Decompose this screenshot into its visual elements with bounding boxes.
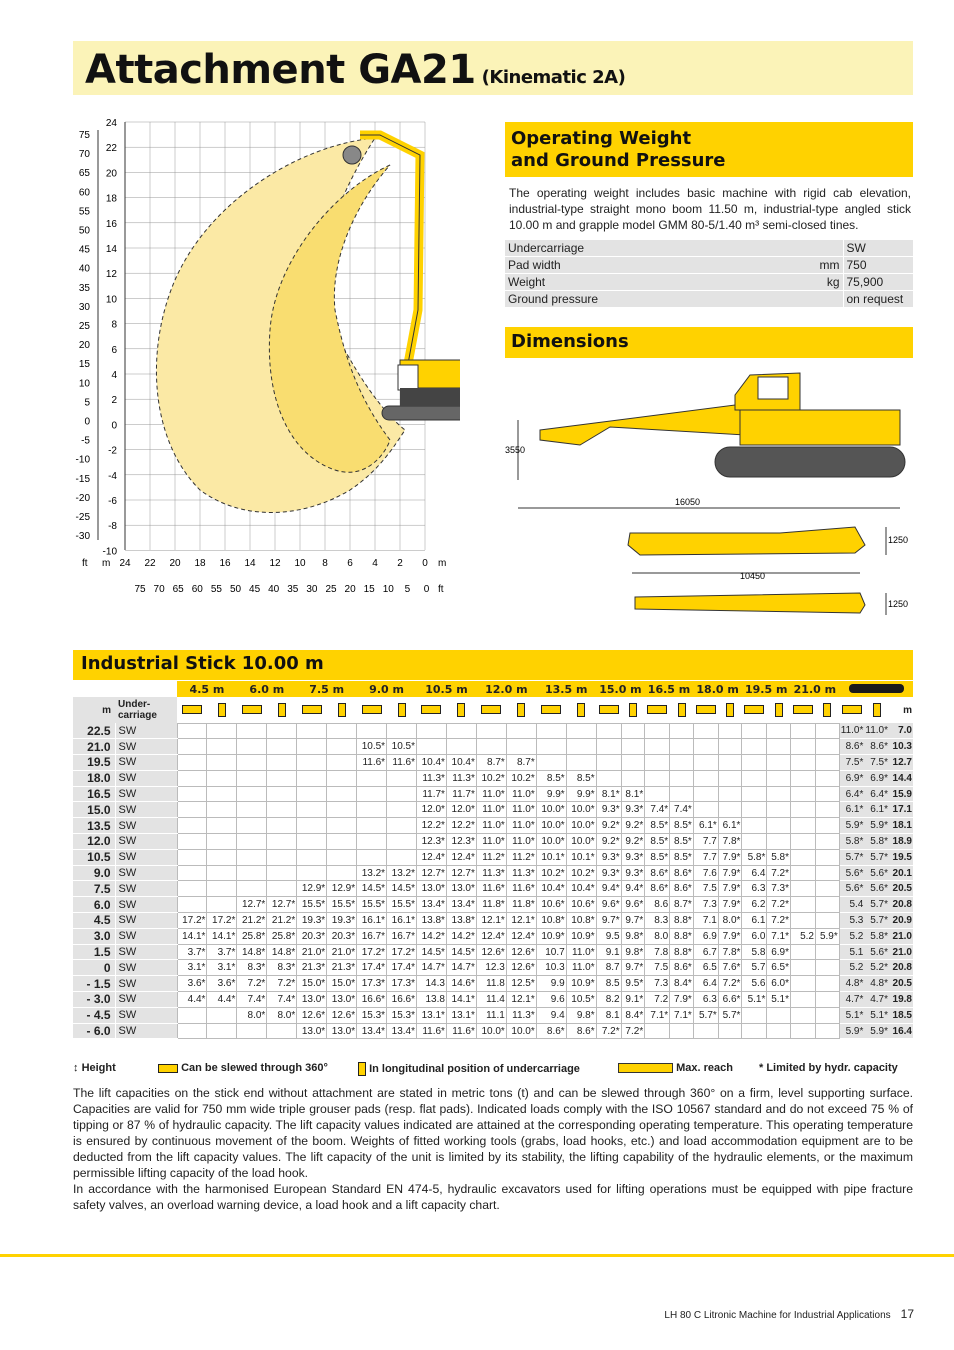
footer: LH 80 C Litronic Machine for Industrial Applications 17 xyxy=(664,1307,914,1321)
radius-header: 6.0 m xyxy=(237,681,297,697)
y-ft-tick: -15 xyxy=(75,473,90,485)
y-ft-tick: 20 xyxy=(78,340,90,352)
lift-row: 0 SW 3.1* 3.1* 8.3* 8.3* 21.3* 21.3* 17.4* 17.4* 14.7* 14.7* 12.3 12.6* 10.3 11.0* 8.7 9.7* 7.5 8.6* 6.5 7.6* 5.7 6.5* 5.2 5.2* 20.8 xyxy=(73,960,913,976)
legend-slew: Can be slewed through 360° xyxy=(158,1062,328,1074)
axis-unit-label: m xyxy=(102,558,111,569)
slew-icon xyxy=(599,705,619,714)
x-ft-tick: 10 xyxy=(382,584,394,595)
x-m-tick: 0 xyxy=(422,558,428,569)
y-ft-tick: 10 xyxy=(78,378,90,390)
page-number: 17 xyxy=(900,1307,914,1321)
y-m-tick: -2 xyxy=(108,445,117,457)
operating-row: Weight kg 75,900 xyxy=(505,274,913,291)
lift-row: 21.0 SW 10.5* 10.5* 8.6* 8.6* 10.3 xyxy=(73,739,913,755)
radius-header: 12.0 m xyxy=(476,681,536,697)
heading-line-1: Operating Weight xyxy=(511,128,692,149)
x-m-tick: 4 xyxy=(372,558,378,569)
y-m-tick: 14 xyxy=(105,244,117,255)
x-m-tick: 8 xyxy=(322,558,328,569)
slew-icon xyxy=(793,705,813,714)
lift-row: 7.5 SW 12.9* 12.9* 14.5* 14.5* 13.0* 13.0* 11.6* 11.6* 10.4* 10.4* 9.4* 9.4* 8.6* 8.6* 7.5 7.9* 6.3 7.3* 5.6* 5.6* 20.5 xyxy=(73,881,913,897)
longitudinal-icon xyxy=(873,703,881,717)
longitudinal-icon xyxy=(775,703,783,717)
note-paragraph-1: The lift capacities on the stick end without attachment are stated in metric tons (t) and can be slewed through 360° on a firm, level supporting surface. Capacities are valid for 750 mm wide triple grouser pads (resp. flat pads). Indicated loads comply with the ISO 10567 standard and do not exceed 75 % of tipping or 87 % of hydraulic capacity. The lift capacity values indicated are attained at the corresponding operating temperature. This operating temperature is ensured by continuous movement of the boom. Weights of fitted working tools (grabs, load hooks, etc.) and load accommodation equipment are to be deducted from the lift capacity values. The lift capacity of the unit is limited by its stability, the lifting capability of the hydraulic elements, or the maximum permissible lifting capacity of the load hook. xyxy=(73,1086,913,1180)
legend xyxy=(73,1060,913,1078)
x-ft-tick: 5 xyxy=(404,584,411,595)
radius-header: 18.0 m xyxy=(693,681,742,697)
y-ft-tick: 35 xyxy=(78,282,90,294)
longitudinal-icon xyxy=(358,1062,366,1076)
legend-limited: * Limited by hydr. capacity xyxy=(759,1062,898,1074)
y-m-tick: -6 xyxy=(108,496,117,507)
lift-row: 10.5 SW 12.4* 12.4* 11.2* 11.2* 10.1* 10.1* 9.3* 9.3* 8.5* 8.5* 7.7 7.9* 5.8* 5.8* 5.7* 5.7* 19.5 xyxy=(73,849,913,865)
slew-icon xyxy=(481,705,501,714)
lift-row: 19.5 SW 11.6* 11.6* 10.4* 10.4* 8.7* 8.7* 7.5* 7.5* 12.7 xyxy=(73,755,913,771)
lift-row: - 1.5 SW 3.6* 3.6* 7.2* 7.2* 15.0* 15.0* 17.3* 17.3* 14.3 14.6* 11.8 12.5* 9.9 10.9* 8.5 9.5* 7.3 8.4* 6.4 7.2* 5.6 6.0* 4.8* 4.8* 20.5 xyxy=(73,976,913,992)
lift-row: 1.5 SW 3.7* 3.7* 14.8* 14.8* 21.0* 21.0* 17.2* 17.2* 14.5* 14.5* 12.6* 12.6* 10.7 11.0* 9.1 9.8* 7.8 8.8* 6.7 7.8* 5.8 6.9* 5.1 5.6* 21.0 xyxy=(73,944,913,960)
lift-row: 9.0 SW 13.2* 13.2* 12.7* 12.7* 11.3* 11.3* 10.2* 10.2* 9.3* 9.3* 8.6* 8.6* 7.6 7.9* 6.4 7.2* 5.6* 5.6* 20.1 xyxy=(73,865,913,881)
slew-icon xyxy=(541,705,561,714)
longitudinal-icon xyxy=(338,703,346,717)
slew-icon xyxy=(302,705,322,714)
y-ft-tick: 55 xyxy=(78,206,90,218)
radius-header: 13.5 m xyxy=(536,681,596,697)
y-ft-tick: 75 xyxy=(78,130,90,141)
operating-row: Pad width mm 750 xyxy=(505,257,913,274)
y-ft-tick: -20 xyxy=(75,492,90,504)
y-m-tick: 10 xyxy=(105,294,117,306)
y-ft-tick: 50 xyxy=(78,225,90,237)
longitudinal-icon xyxy=(457,703,465,717)
y-m-tick: 18 xyxy=(105,193,117,205)
operating-weight-heading xyxy=(505,122,913,177)
x-ft-tick: 55 xyxy=(210,584,222,595)
x-ft-tick: 35 xyxy=(287,584,299,595)
y-m-tick: 6 xyxy=(111,344,117,356)
y-m-tick: 0 xyxy=(111,420,117,432)
x-ft-tick: 70 xyxy=(153,584,165,595)
radius-header: 7.5 m xyxy=(297,681,357,697)
dimensions-drawing xyxy=(500,365,915,625)
x-m-tick: 24 xyxy=(119,558,131,569)
slew-icon xyxy=(242,705,262,714)
operating-table xyxy=(505,240,913,308)
lift-notes xyxy=(73,1085,913,1213)
x-ft-tick: 45 xyxy=(249,584,261,595)
y-ft-tick: 0 xyxy=(84,416,90,428)
y-m-tick: -4 xyxy=(108,470,117,482)
axis-unit-label: ft xyxy=(82,558,88,569)
max-reach-icon xyxy=(849,684,904,693)
reach-diagram xyxy=(60,110,460,600)
page-title: Attachment GA21 (Kinematic 2A) xyxy=(85,47,626,93)
x-ft-tick: 40 xyxy=(268,584,280,595)
x-ft-tick: 30 xyxy=(306,584,318,595)
y-m-tick: 4 xyxy=(111,370,117,381)
y-ft-tick: 70 xyxy=(78,149,90,161)
radius-header: 21.0 m xyxy=(791,681,840,697)
x-ft-tick: 65 xyxy=(172,584,184,595)
longitudinal-icon xyxy=(517,703,525,717)
slew-icon xyxy=(158,1064,178,1073)
x-m-tick: 12 xyxy=(269,558,281,569)
x-ft-tick: 15 xyxy=(363,584,375,595)
longitudinal-icon xyxy=(678,703,686,717)
lift-row: 18.0 SW 11.3* 11.3* 10.2* 10.2* 8.5* 8.5* 6.9* 6.9* 14.4 xyxy=(73,770,913,786)
lift-row: 6.0 SW 12.7* 12.7* 15.5* 15.5* 15.5* 15.5* 13.4* 13.4* 11.8* 11.8* 10.6* 10.6* 9.6* 9.6* 8.6 8.7* 7.3 7.9* 6.2 7.2* 5.4 5.7* 20.8 xyxy=(73,897,913,913)
radius-header: 9.0 m xyxy=(357,681,417,697)
y-ft-tick: 15 xyxy=(78,359,90,371)
y-m-tick: 22 xyxy=(105,143,117,155)
y-m-tick: 12 xyxy=(105,269,117,281)
slew-icon xyxy=(744,705,764,714)
max-reach-header xyxy=(839,681,913,697)
x-m-tick: 2 xyxy=(397,558,403,569)
page-subtitle: (Kinematic 2A) xyxy=(481,67,626,88)
dim-stick-width: 1250 xyxy=(888,599,909,609)
y-m-tick: -10 xyxy=(102,546,117,558)
longitudinal-icon xyxy=(278,703,286,717)
lift-row: - 6.0 SW 13.0* 13.0* 13.4* 13.4* 11.6* 11.6* 10.0* 10.0* 8.6* 8.6* 7.2* 7.2* 5.9* 5.9* 16.4 xyxy=(73,1023,913,1039)
slew-icon xyxy=(421,705,441,714)
y-ft-tick: 30 xyxy=(78,301,90,313)
x-ft-tick: 25 xyxy=(325,584,337,595)
dim-height: 3550 xyxy=(505,445,526,455)
y-m-tick: 24 xyxy=(105,118,117,129)
lift-row: 12.0 SW 12.3* 12.3* 11.0* 11.0* 10.0* 10.0* 9.2* 9.2* 8.5* 8.5* 7.7 7.8* 5.8* 5.8* 18.9 xyxy=(73,834,913,850)
y-ft-tick: 65 xyxy=(78,168,90,180)
footer-rule xyxy=(0,1254,954,1257)
x-ft-tick: 20 xyxy=(344,584,356,595)
longitudinal-icon xyxy=(218,703,226,717)
longitudinal-icon xyxy=(823,703,831,717)
legend-height: ↕ Height xyxy=(73,1062,116,1074)
y-m-tick: 2 xyxy=(111,395,117,407)
radius-header: 15.0 m xyxy=(596,681,645,697)
radius-header: 4.5 m xyxy=(177,681,237,697)
lift-row: - 3.0 SW 4.4* 4.4* 7.4* 7.4* 13.0* 13.0* 16.6* 16.6* 13.8 14.1* 11.4 12.1* 9.6 10.5* 8.2 9.1* 7.2 7.9* 6.3 6.6* 5.1* 5.1* 4.7* 4.7* 19.8 xyxy=(73,992,913,1008)
x-m-tick: 10 xyxy=(294,558,306,569)
y-ft-tick: -30 xyxy=(75,531,90,543)
title-bar xyxy=(73,41,913,95)
lift-row: 22.5 SW 11.0* 11.0* 7.0 xyxy=(73,723,913,739)
x-ft-tick: 0 xyxy=(423,584,430,595)
y-ft-tick: 45 xyxy=(78,244,90,256)
y-ft-tick: 25 xyxy=(78,321,90,332)
radius-header: 16.5 m xyxy=(645,681,694,697)
x-m-tick: 6 xyxy=(347,558,353,569)
dimensions-heading: Dimensions xyxy=(505,327,913,358)
lift-row: 16.5 SW 11.7* 11.7* 11.0* 11.0* 9.9* 9.9* 8.1* 8.1* 6.4* 6.4* 15.9 xyxy=(73,786,913,802)
lift-row: 3.0 SW 14.1* 14.1* 25.8* 25.8* 20.3* 20.3* 16.7* 16.7* 14.2* 14.2* 12.4* 12.4* 10.9* 10.9* 9.5 9.8* 8.0 8.8* 6.9 7.9* 6.0 7.1* 5.2 5.9* 5.2 5.8* 21.0 xyxy=(73,928,913,944)
max-reach-icon xyxy=(618,1063,673,1073)
lift-row: 15.0 SW 12.0* 12.0* 11.0* 11.0* 10.0* 10.0* 9.3* 9.3* 7.4* 7.4* 6.1* 6.1* 17.1 xyxy=(73,802,913,818)
note-paragraph-2: In accordance with the harmonised European Standard EN 474-5, hydraulic excavators used for lifting operations must be equipped with pipe fracture safety valves, an overload warning device, a load hook and a lift capacity chart. xyxy=(73,1182,913,1212)
operating-description: The operating weight includes basic machine with rigid cab elevation, industrial-type straight mono boom 11.50 m, industrial-type angled stick 10.00 m and grapple model GMM 80-5/1.40 m³ semi-closed tines. xyxy=(509,186,911,232)
slew-icon xyxy=(362,705,382,714)
slew-icon xyxy=(182,705,202,714)
x-m-tick: 20 xyxy=(169,558,181,569)
radius-header: 10.5 m xyxy=(417,681,477,697)
longitudinal-icon xyxy=(577,703,585,717)
axis-unit-label: m xyxy=(438,558,447,569)
x-m-tick: 16 xyxy=(219,558,231,569)
y-ft-tick: -25 xyxy=(75,512,90,523)
lift-capacity-table: 4.5 m 6.0 m 7.5 m 9.0 m 10.5 m 12.0 m 13.5 m 15.0 m 16.5 m 18.0 m 19.5 m 21.0 m m Under-carriage m 22.5 SW 11.0* 11.0* 7.0 21.0 SW 10.5* 10.5* 8.6* 8.6* 10.3 19.5 SW 11.6* 11.6* 10.4* 10.4* 8.7* 8.7* 7.5* 7.5* 12.7 18.0 SW 11.3* 11.3* 10.2* 10.2* 8.5* 8.5* 6.9* 6.9* 14.4 16.5 SW 11.7* 11.7* 11.0* 11.0* 9.9* 9.9* 8.1* 8.1* 6.4* 6.4* 15.9 15.0 SW 12.0* 12.0* 11.0* 11.0* 10.0* 10.0* 9.3* 9.3* 7.4* 7.4* 6.1* 6.1* 17.1 13.5 SW 12.2* 12.2* 11.0* 11.0* 10.0* 10.0* 9.2* 9.2* 8.5* 8.5* 6.1* 6.1* 5.9* 5.9* 18.1 12.0 SW 12.3* 12.3* 11.0* 11.0* 10.0* 10.0* 9.2* 9.2* 8.5* 8.5* 7.7 7.8* 5.8* 5.8* 18.9 10.5 SW 12.4* 12.4* 11.2* 11.2* 10.1* 10.1* 9.3* 9.3* 8.5* 8.5* 7.7 7.9* 5.8* 5.8* 5.7* 5.7* 19.5 9.0 SW 13.2* 13.2* 12.7* 12.7* 11.3* 11.3* 10.2* 10.2* 9.3* 9.3* 8.6* 8.6* 7.6 7.9* 6.4 7.2* 5.6* 5.6* 20.1 7.5 SW 12.9* 12.9* 14.5* 14.5* 13.0* 13.0* 11.6* 11.6* 10.4* 10.4* 9.4* 9.4* 8.6* 8.6* 7.5 7.9* 6.3 7.3* 5.6* 5.6* 20.5 6.0 SW 12.7* 12.7* 15.5* 15.5* 15.5* 15.5* 13.4* 13.4* 11.8* 11.8* 10.6* 10.6* 9.6* 9.6* 8.6 8.7* 7.3 7.9* 6.2 7.2* 5.4 5.7* 20.8 4.5 SW 17.2* 17.2* 21.2* 21.2* 19.3* 19.3* 16.1* 16.1* 13.8* 13.8* 12.1* 12.1* 10.8* 10.8* 9.7* 9.7* 8.3 8.8* 7.1 8.0* 6.1 7.2* 5.3 5.7* 20.9 3.0 SW 14.1* 14.1* 25.8* 25.8* 20.3* 20.3* 16.7* 16.7* 14.2* 14.2* 12.4* 12.4* 10.9* 10.9* 9.5 9.8* 8.0 8.8* 6.9 7.9* 6.0 7.1* 5.2 5.9* 5.2 5.8* 21.0 1.5 SW 3.7* 3.7* 14.8* 14.8* 21.0* 21.0* 17.2* 17.2* 14.5* 14.5* 12.6* 12.6* 10.7 11.0* 9.1 9.8* 7.8 8.8* 6.7 7.8* 5.8 6.9* 5.1 5.6* 21.0 0 SW 3.1* 3.1* 8.3* 8.3* 21.3* 21.3* 17.4* 17.4* 14.7* 14.7* 12.3 12.6* 10.3 11.0* 8.7 9.7* 7.5 8.6* 6.5 7.6* 5.7 6.5* 5.2 5.2* 20.8 - 1.5 SW 3.6* 3.6* 7.2* 7.2* 15.0* 15.0* 17.3* 17.3* 14.3 14.6* 11.8 12.5* 9.9 10.9* 8.5 9.5* 7.3 8.4* 6.4 7.2* 5.6 6.0* 4.8* 4.8* 20.5 - 3.0 SW 4.4* 4.4* 7.4* 7.4* 13.0* 13.0* 16.6* 16.6* 13.8 14.1* 11.4 12.1* 9.6 10.5* 8.2 9.1* 7.2 7.9* 6.3 6.6* 5.1* 5.1* 4.7* 4.7* 19.8 - 4.5 SW 8.0* 8.0* 12.6* 12.6* 15.3* 15.3* 13.1* 13.1* 11.1 11.3* 9.4 9.8* 8.1 8.4* 7.1* 7.1* 5.7* 5.7* 5.1* 5.1* 18.5 - 6.0 SW 13.0* 13.0* 13.4* 13.4* 11.6* 11.6* 10.0* 10.0* 8.6* 8.6* 7.2* 7.2* 5.9* 5.9* 16.4 xyxy=(73,681,913,1039)
x-m-tick: 18 xyxy=(194,558,206,569)
dim-stick-height: 1250 xyxy=(888,535,909,545)
longitudinal-icon xyxy=(726,703,734,717)
radius-header: 19.5 m xyxy=(742,681,791,697)
y-m-tick: 8 xyxy=(111,319,117,331)
y-ft-tick: 60 xyxy=(78,187,90,199)
y-m-tick: 20 xyxy=(105,168,117,180)
operating-row: Undercarriage SW xyxy=(505,240,913,257)
y-ft-tick: -10 xyxy=(75,454,90,466)
axis-unit-label: ft xyxy=(438,584,444,595)
x-m-tick: 22 xyxy=(144,558,156,569)
x-ft-tick: 75 xyxy=(134,584,146,595)
lift-row: 4.5 SW 17.2* 17.2* 21.2* 21.2* 19.3* 19.3* 16.1* 16.1* 13.8* 13.8* 12.1* 12.1* 10.8* 10.8* 9.7* 9.7* 8.3 8.8* 7.1 8.0* 6.1 7.2* 5.3 5.7* 20.9 xyxy=(73,913,913,929)
x-ft-tick: 60 xyxy=(191,584,203,595)
lift-row: 13.5 SW 12.2* 12.2* 11.0* 11.0* 10.0* 10.0* 9.2* 9.2* 8.5* 8.5* 6.1* 6.1* 5.9* 5.9* 18.1 xyxy=(73,818,913,834)
dim-length: 16050 xyxy=(675,497,701,507)
operating-row: Ground pressure on request xyxy=(505,291,913,308)
lift-row: - 4.5 SW 8.0* 8.0* 12.6* 12.6* 15.3* 15.3* 13.1* 13.1* 11.1 11.3* 9.4 9.8* 8.1 8.4* 7.1* 7.1* 5.7* 5.7* 5.1* 5.1* 18.5 xyxy=(73,1007,913,1023)
legend-long: In longitudinal position of undercarriage xyxy=(358,1062,580,1076)
industrial-stick-heading: Industrial Stick 10.00 m xyxy=(73,650,913,680)
x-m-tick: 14 xyxy=(244,558,256,569)
longitudinal-icon xyxy=(398,703,406,717)
y-m-tick: 16 xyxy=(105,218,117,230)
y-ft-tick: -5 xyxy=(81,435,90,447)
y-ft-tick: 5 xyxy=(84,397,90,409)
longitudinal-icon xyxy=(629,703,637,717)
slew-icon xyxy=(696,705,716,714)
reach-diagram-svg xyxy=(60,110,460,600)
heading-line-2: and Ground Pressure xyxy=(511,150,726,171)
x-ft-tick: 50 xyxy=(229,584,242,595)
y-ft-tick: 40 xyxy=(78,263,90,275)
slew-icon xyxy=(647,705,667,714)
y-m-tick: -8 xyxy=(108,521,117,533)
slew-icon xyxy=(842,705,862,714)
legend-max-reach: Max. reach xyxy=(618,1062,733,1074)
dim-stick-length: 10450 xyxy=(740,571,766,581)
